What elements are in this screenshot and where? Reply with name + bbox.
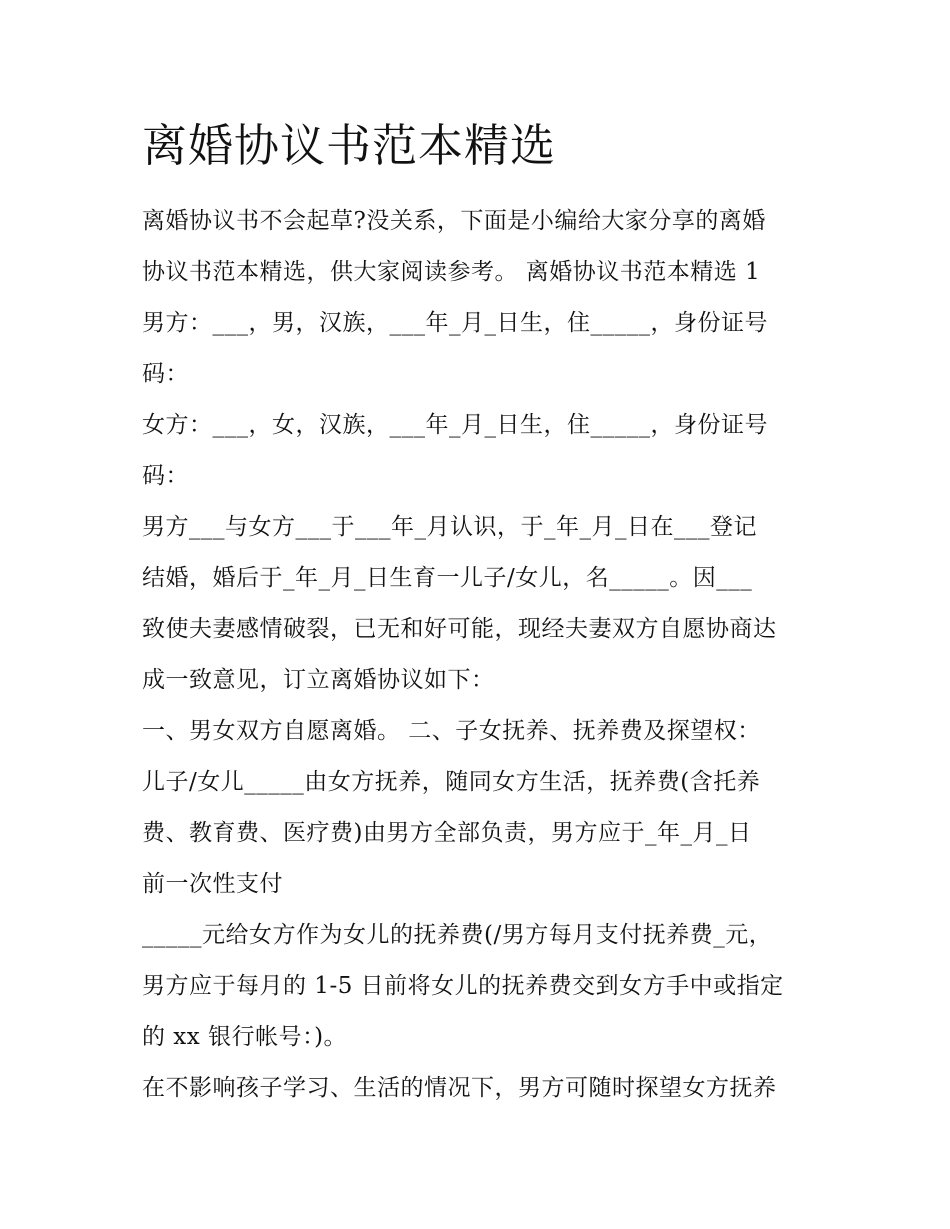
body-line-8: 结婚，婚后于_年_月_日生育一儿子/女儿，名_____。因___ <box>142 565 753 591</box>
body-line-5: 女方：___，女，汉族，___年_月_日生，住_____，身份证号 <box>142 412 768 438</box>
body-line-9: 致使夫妻感情破裂，已无和好可能，现经夫妻双方自愿协商达 <box>142 616 777 642</box>
body-line-16: 男方应于每月的 1-5 日前将女儿的抚养费交到女方手中或指定 <box>142 973 784 999</box>
body-line-11: 一、男女双方自愿离婚。 二、子女抚养、抚养费及探望权： <box>142 718 761 744</box>
document-title: 离婚协议书范本精选 <box>142 119 557 172</box>
body-line-13: 费、教育费、医疗费)由男方全部负责，男方应于_年_月_日 <box>142 820 752 846</box>
document-body <box>142 196 822 1114</box>
body-line-12: 儿子/女儿_____由女方抚养，随同女方生活，抚养费(含托养 <box>142 769 761 795</box>
body-line-14: 前一次性支付 <box>142 871 283 897</box>
body-line-3: 男方：___，男，汉族，___年_月_日生，住_____，身份证号 <box>142 310 768 336</box>
body-line-17: 的 xx 银行帐号：)。 <box>142 1024 348 1050</box>
body-line-4: 码： <box>142 361 189 387</box>
body-line-7: 男方___与女方___于___年_月认识，于_年_月_日在___登记 <box>142 514 757 540</box>
body-line-10: 成一致意见，订立离婚协议如下： <box>142 667 495 693</box>
body-line-15: _____元给女方作为女儿的抚养费(/男方每月支付抚养费_元， <box>142 922 773 948</box>
body-line-18: 在不影响孩子学习、生活的情况下，男方可随时探望女方抚养 <box>142 1075 777 1101</box>
body-line-2: 协议书范本精选，供大家阅读参考。 离婚协议书范本精选 1 <box>142 259 761 285</box>
body-line-6: 码： <box>142 463 189 489</box>
body-line-1: 离婚协议书不会起草?没关系，下面是小编给大家分享的离婚 <box>142 208 766 234</box>
